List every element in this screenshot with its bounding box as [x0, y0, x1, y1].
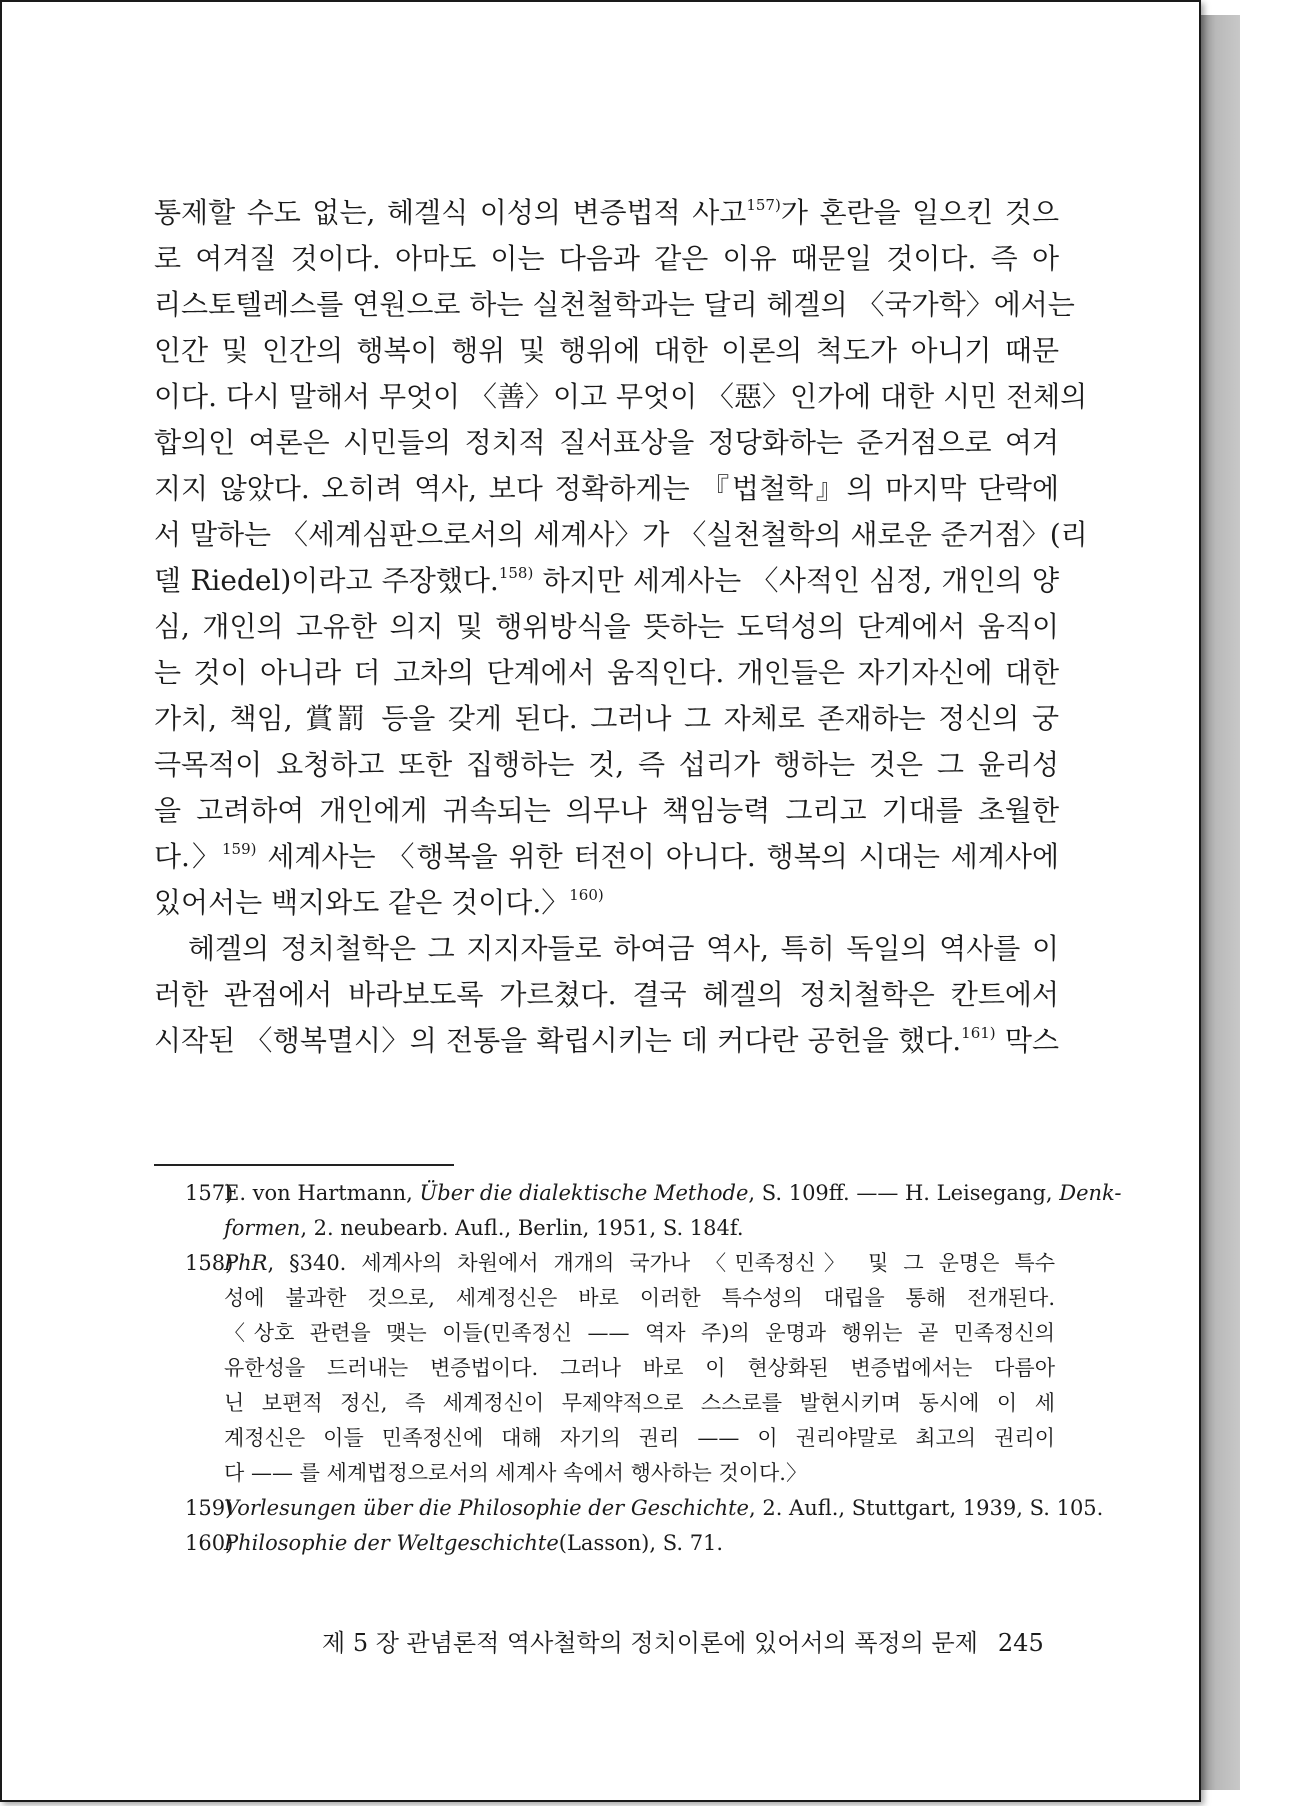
footnote-ref-158: 158) [498, 564, 534, 582]
body-line: 인간 및 인간의 행복이 행위 및 행위에 대한 이론의 척도가 아니기 때문 [154, 334, 1059, 367]
footnote-ref-161: 161) [961, 1024, 996, 1042]
body-line: 로 여겨질 것이다. 아마도 이는 다음과 같은 이유 때문일 것이다. 즉 아 [154, 242, 1059, 275]
page-number: 245 [997, 1629, 1044, 1657]
body-line: 극목적이 요청하고 또한 집행하는 것, 즉 섭리가 행하는 것은 그 윤리성 [154, 748, 1059, 781]
running-footer [322, 1623, 1082, 1658]
footnote-ref-160: 160) [569, 886, 604, 904]
body-line: 러한 관점에서 바라보도록 가르쳤다. 결국 헤겔의 정치철학은 칸트에서 [154, 978, 1059, 1011]
body-line: 이다. 다시 말해서 무엇이 〈善〉이고 무엇이 〈惡〉인가에 대한 시민 전체의 [154, 380, 1088, 413]
body-line: 는 것이 아니라 더 고차의 단계에서 움직인다. 개인들은 자기자신에 대한 [154, 656, 1059, 689]
body-text [154, 190, 1088, 1064]
body-line: 다.〉$^{159)}$ 세계사는 〈행복을 위한 터전이 아니다. 행복의 시대는 세계사에 [154, 840, 1059, 873]
footnote-ref-159: 159) [222, 840, 257, 858]
footnote-ref-157: 157) [746, 196, 781, 214]
body-line: 통제할 수도 없는, 헤겔식 이성의 변증법적 사고$^{157)}$가 혼란을 일으킨 것으 [154, 196, 1059, 229]
footnote-159: 159)Vorlesungen über die Philosophie der Geschichte, 2. Aufl., Stuttgart, 1939, S. 105. [185, 1496, 1104, 1520]
body-line: 심, 개인의 고유한 의지 및 행위방식을 뜻하는 도덕성의 단계에서 움직이 [154, 610, 1059, 643]
footnote-divider [154, 1164, 454, 1166]
body-line: 델 Riedel)이라고 주장했다.$^{158)}$ 하지만 세계사는 〈사적인 심정, 개인의 양 [154, 564, 1059, 597]
body-line: 가치, 책임, 賞罰 등을 갖게 된다. 그러나 그 자체로 존재하는 정신의 궁 [154, 702, 1059, 735]
body-line: 시작된 〈행복멸시〉의 전통을 확립시키는 데 커다란 공헌을 했다.$^{161)}$ 막스 [154, 1024, 1060, 1057]
book-spine [1200, 15, 1240, 1790]
body-line: 지지 않았다. 오히려 역사, 보다 정확하게는 『법철학』의 마지막 단락에 [154, 472, 1059, 505]
footnote-160: 160)Philosophie der Weltgeschichte(Lasson), S. 71. [185, 1531, 724, 1555]
body-line: 있어서는 백지와도 같은 것이다.〉$^{160)}$ [154, 886, 604, 919]
chapter-title: 제 5 장 관념론적 역사철학의 정치이론에 있어서의 폭정의 문제 [322, 1629, 978, 1657]
body-line: 합의인 여론은 시민들의 정치적 질서표상을 정당화하는 준거점으로 여겨 [154, 426, 1059, 459]
footnote-157: 157)E. von Hartmann, Über die dialektische Methode, S. 109ff. —— H. Leisegang, Denk- formen, 2. neubearb. Aufl., Berlin, 1951, S. 184f. [185, 1181, 1122, 1240]
body-line: 을 고려하여 개인에게 귀속되는 의무나 책임능력 그리고 기대를 초월한 [154, 794, 1059, 827]
footnotes [185, 1176, 1122, 1561]
body-line: 서 말하는 〈세계심판으로서의 세계사〉가 〈실천철학의 새로운 준거점〉(리 [154, 518, 1088, 551]
footnote-158: 158)PhR, §340. 세계사의 차원에서 개개의 국가나 〈민족정신〉 및 그 운명은 특수 성에 불과한 것으로, 세계정신은 바로 이러한 특수성의 대립을 통해 전개된다. 〈상호 관련을 맺는 이들(민족정신 —— 역자 주)의 운명과 행위는 곧 민족정신의 유한성을 드러내는 변증법이다. 그러나 바로 이 현상화된 변증법에서는 다름아 닌 보편적 정신, 즉 세계정신이 무제약적으로 스스로를 발현시키며 동시에 이 세 계정신은 이들 민족정신에 대해 자기의 권리 —— 이 권리야말로 최고의 권리이 다 —— 를 세계법정으로서의 세계사 속에서 행사하는 것이다.〉 [185, 1251, 1055, 1485]
body-line: 헤겔의 정치철학은 그 지지자들로 하여금 역사, 특히 독일의 역사를 이 [188, 932, 1059, 965]
body-line: 리스토텔레스를 연원으로 하는 실천철학과는 달리 헤겔의 〈국가학〉에서는 [154, 288, 1075, 321]
